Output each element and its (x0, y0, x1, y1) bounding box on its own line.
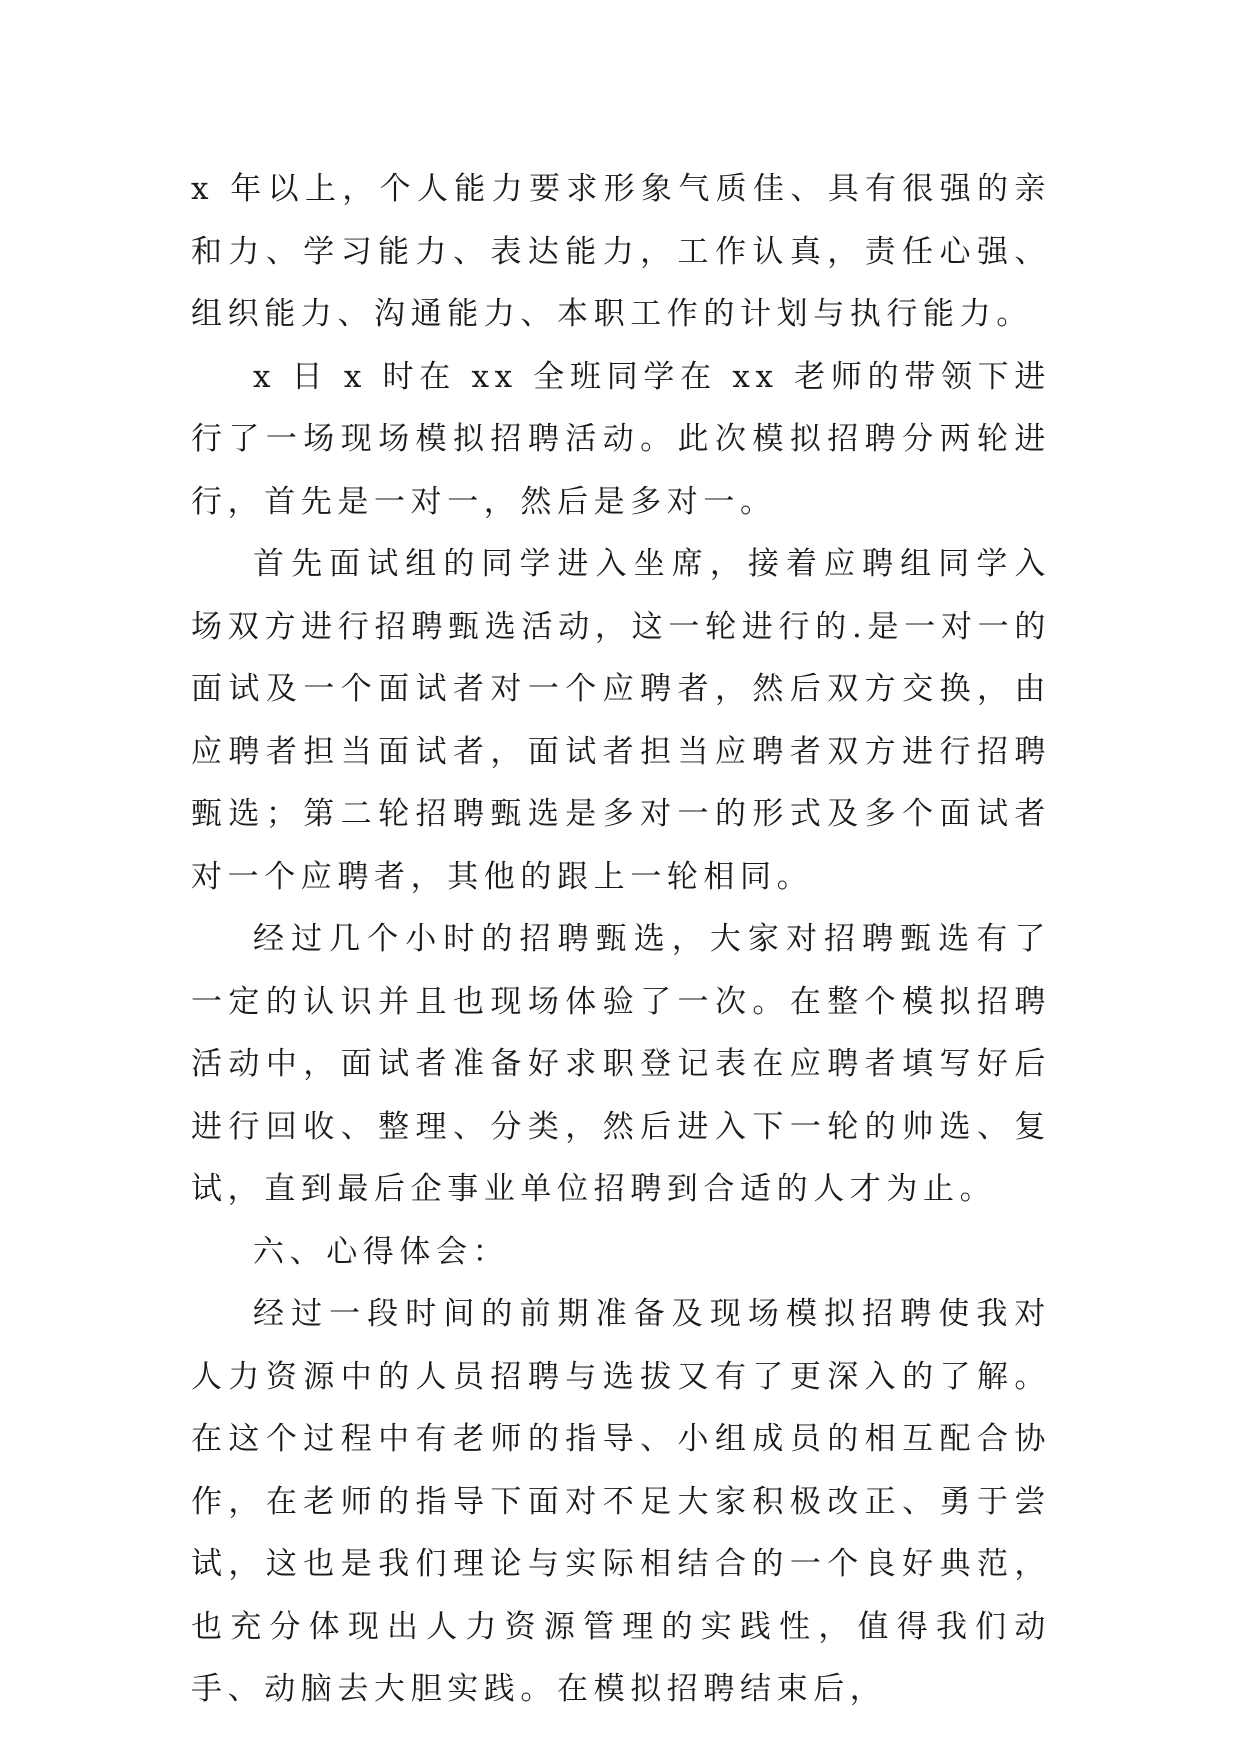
paragraph-reflections: 经过一段时间的前期准备及现场模拟招聘使我对人力资源中的人员招聘与选拔又有了更深入的了解。在这个过程中有老师的指导、小组成员的相互配合协作，在老师的指导下面对不足大家积极改正、勇于尝试，这也是我们理论与实际相结合的一个良好典范，也充分体现出人力资源管理的实践性，值得我们动手、动脑去大胆实践。在模拟招聘结束后， (191, 1296, 1051, 1707)
section-heading-reflections: 六、心得体会： (253, 1233, 510, 1270)
document-body (191, 158, 1051, 1721)
paragraph-experience: 经过几个小时的招聘甄选，大家对招聘甄选有了一定的认识并且也现场体验了一次。在整个模拟招聘活动中，面试者准备好求职登记表在应聘者填写好后进行回收、整理、分类，然后进入下一轮的帅选、复试，直到最后企事业单位招聘到合适的人才为止。 (191, 921, 1051, 1207)
paragraph-interview-process: 首先面试组的同学进入坐席，接着应聘组同学入场双方进行招聘甄选活动，这一轮进行的.是一对一的面试及一个面试者对一个应聘者，然后双方交换，由应聘者担当面试者，面试者担当应聘者双方进行招聘甄选；第二轮招聘甄选是多对一的形式及多个面试者对一个应聘者，其他的跟上一轮相同。 (191, 546, 1051, 895)
paragraph-requirements: x 年以上，个人能力要求形象气质佳、具有很强的亲和力、学习能力、表达能力，工作认真，责任心强、组织能力、沟通能力、本职工作的计划与执行能力。 (191, 171, 1051, 332)
paragraph-mock-recruitment-intro: x 日 x 时在 xx 全班同学在 xx 老师的带领下进行了一场现场模拟招聘活动。此次模拟招聘分两轮进行，首先是一对一，然后是多对一。 (191, 358, 1051, 520)
